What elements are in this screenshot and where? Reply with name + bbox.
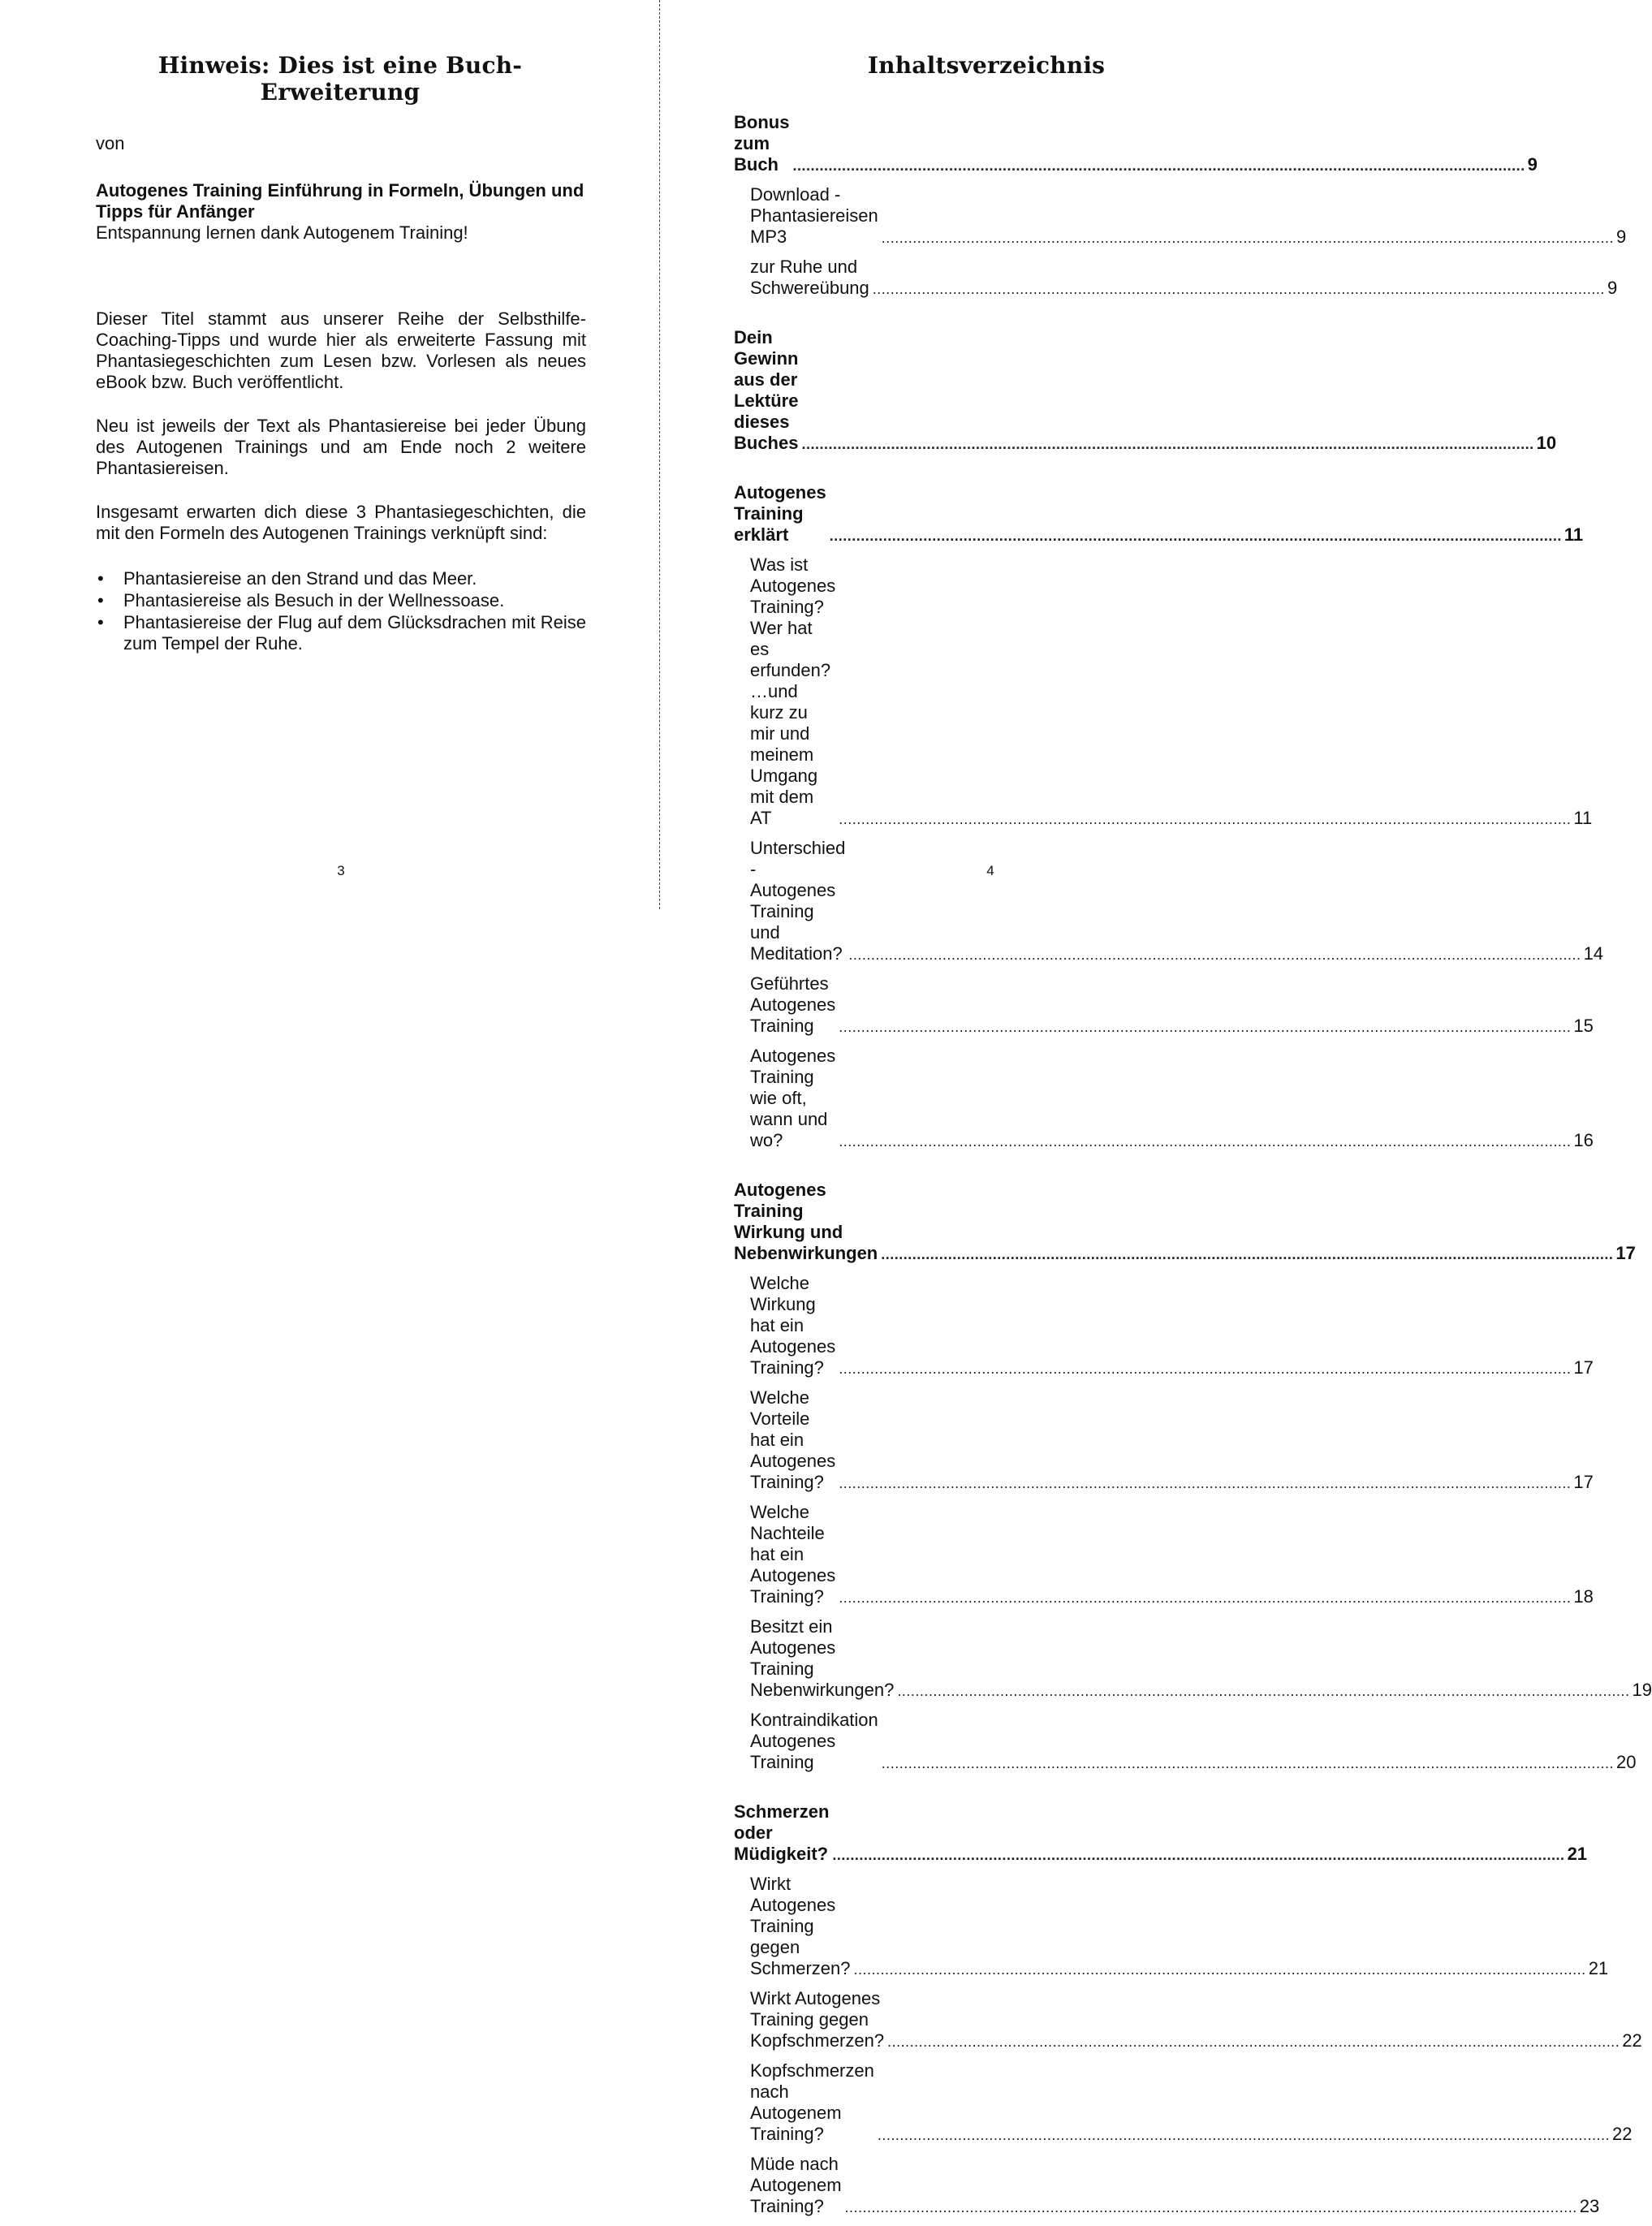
toc-sub-entry[interactable] [734,1710,1637,1773]
toc-sub-entry[interactable] [734,838,1604,964]
table-of-contents [734,112,1652,2226]
toc-sub-entry[interactable] [734,1874,1609,1979]
toc-leader-dots: .................................................................................................................................................................... [801,436,1534,452]
toc-leader-dots: .................................................................................................................................................................... [839,811,1572,827]
paragraph: Insgesamt erwarten dich diese 3 Phantasiegeschichten, die mit den Formeln des Autogenen Trainings verknüpft sind: [96,502,586,543]
toc-entry-title: Besitzt ein Autogenes Training Nebenwirkungen? [750,1616,895,1700]
toc-sub-entry[interactable] [734,257,1618,299]
toc-leader-dots: .................................................................................................................................................................... [881,230,1614,246]
bullet-list [96,568,586,655]
toc-leader-dots: .................................................................................................................................................................... [844,2199,1577,2215]
toc-entry-title: Autogenes Training wie oft, wann und wo? [750,1046,836,1150]
toc-page-number: 9 [1607,278,1618,298]
right-page [661,0,1652,2216]
toc-chapter-entry[interactable] [734,327,1557,454]
toc-page-number: 9 [1615,226,1627,247]
toc-sub-entry[interactable] [734,1616,1652,1701]
toc-page-number: 22 [1612,2124,1633,2144]
toc-page-number: 11 [1573,808,1593,828]
left-page [0,0,659,909]
bullet-item: • Phantasiereise an den Strand und das Meer. [97,568,477,589]
toc-page-number: 21 [1567,1844,1588,1864]
toc-leader-dots: .................................................................................................................................................................... [881,1246,1614,1262]
page-number: 4 [986,863,994,878]
toc-leader-dots: .................................................................................................................................................................... [839,1475,1572,1491]
toc-chapter-entry[interactable] [734,112,1538,175]
toc-entry-title: Kontraindikation Autogenes Training [750,1710,878,1772]
toc-page-number: 22 [1622,2030,1642,2051]
toc-page-number: 23 [1579,2196,1600,2216]
toc-page-number: 17 [1615,1243,1636,1263]
bullet-icon: • [97,568,104,589]
toc-page-number: 14 [1583,943,1604,964]
toc-leader-dots: .................................................................................................................................................................... [792,157,1525,174]
toc-entry-title: Was ist Autogenes Training? Wer hat es erfunden? …und kurz zu mir und meinem Umgang mit dem AT [750,554,836,828]
paragraph: Neu ist jeweils der Text als Phantasiereise bei jeder Übung des Autogenen Trainings und am Ende noch 2 weitere Phantasiereisen. [96,416,586,478]
toc-leader-dots: .................................................................................................................................................................... [829,528,1562,544]
toc-page-number: 20 [1615,1752,1637,1772]
book-subtitle: Entspannung lernen dank Autogenem Training! [96,222,468,243]
toc-entry-title: Geführtes Autogenes Training [750,973,836,1036]
bullet-icon: • [97,612,104,632]
toc-sub-entry[interactable] [734,2154,1600,2217]
toc-leader-dots: .................................................................................................................................................................... [832,1847,1565,1863]
toc-leader-dots: .................................................................................................................................................................... [839,1590,1572,1606]
toc-sub-entry[interactable] [734,1046,1594,1151]
toc-entry-title: Müde nach Autogenem Training? [750,2154,842,2216]
toc-sub-entry[interactable] [734,554,1593,829]
toc-sub-entry[interactable] [734,2060,1633,2145]
von-label: von [96,133,125,153]
toc-entry-title: Welche Wirkung hat ein Autogenes Training? [750,1273,836,1378]
toc-entry-title: Wirkt Autogenes Training gegen Schmerzen? [750,1874,851,1978]
toc-page-number: 15 [1573,1016,1594,1036]
toc-entry-title: Autogenes Training erklärt [734,482,826,545]
toc-page-number: 18 [1573,1586,1594,1607]
paragraph: Dieser Titel stammt aus unserer Reihe der Selbsthilfe-Coaching-Tipps und wurde hier als erweiterte Fassung mit Phantasiegeschichten zum Lesen bzw. Vorlesen als neues eBook bzw. Buch veröffentlicht. [96,308,586,392]
toc-leader-dots: .................................................................................................................................................................... [848,947,1581,963]
toc-leader-dots: .................................................................................................................................................................... [877,2127,1611,2143]
toc-leader-dots: .................................................................................................................................................................... [872,281,1605,297]
toc-heading: Inhaltsverzeichnis [867,52,1106,79]
page-divider [659,0,660,909]
toc-entry-title: Autogenes Training Wirkung und Nebenwirkungen [734,1180,878,1263]
toc-page-number: 10 [1536,433,1557,453]
toc-entry-title: Wirkt Autogenes Training gegen Kopfschmerzen? [750,1988,885,2051]
toc-page-number: 21 [1588,1958,1609,1978]
toc-entry-title: Bonus zum Buch [734,112,790,175]
page-number: 3 [337,863,345,878]
toc-sub-entry[interactable] [734,1273,1594,1378]
toc-page-number: 16 [1573,1130,1594,1150]
toc-leader-dots: .................................................................................................................................................................... [839,1019,1572,1035]
bullet-item: • Phantasiereise der Flug auf dem Glücksdrachen mit Reise zum Tempel der Ruhe. [97,612,586,654]
toc-entry-title: Schmerzen oder Müdigkeit? [734,1801,830,1864]
bullet-icon: • [97,590,104,610]
toc-leader-dots: .................................................................................................................................................................... [853,1961,1586,1978]
toc-sub-entry[interactable] [734,1387,1594,1493]
toc-page-number: 17 [1573,1472,1594,1492]
toc-sub-entry[interactable] [734,973,1594,1037]
toc-page-number: 19 [1632,1680,1652,1700]
toc-page-number: 11 [1564,524,1584,545]
toc-entry-title: Dein Gewinn aus der Lektüre dieses Buches [734,327,799,453]
toc-leader-dots: .................................................................................................................................................................... [897,1683,1630,1699]
toc-sub-entry[interactable] [734,1502,1594,1607]
toc-entry-title: Download - Phantasiereisen MP3 [750,184,878,247]
bullet-item: • Phantasiereise als Besuch in der Wellnessoase. [97,590,505,610]
toc-sub-entry[interactable] [734,1988,1642,2051]
page-heading: Hinweis: Dies ist eine Buch-Erweiterung [157,52,523,106]
toc-page-number: 17 [1573,1357,1594,1378]
toc-leader-dots: .................................................................................................................................................................... [881,1755,1614,1771]
toc-chapter-entry[interactable] [734,1180,1636,1264]
toc-leader-dots: .................................................................................................................................................................... [839,1133,1572,1150]
book-title: Autogenes Training Einführung in Formeln, Übungen und Tipps für Anfänger [96,180,584,222]
toc-entry-title: Welche Nachteile hat ein Autogenes Training? [750,1502,836,1607]
toc-leader-dots: .................................................................................................................................................................... [887,2034,1620,2050]
toc-entry-title: Unterschied - Autogenes Training und Meditation? [750,838,846,964]
toc-entry-title: zur Ruhe und Schwereübung [750,257,869,298]
toc-sub-entry[interactable] [734,184,1627,248]
toc-leader-dots: .................................................................................................................................................................... [839,1361,1572,1377]
toc-entry-title: Welche Vorteile hat ein Autogenes Training? [750,1387,836,1492]
toc-chapter-entry[interactable] [734,482,1584,546]
toc-chapter-entry[interactable] [734,1801,1588,1865]
toc-entry-title: Kopfschmerzen nach Autogenem Training? [750,2060,874,2144]
toc-page-number: 9 [1527,154,1538,175]
